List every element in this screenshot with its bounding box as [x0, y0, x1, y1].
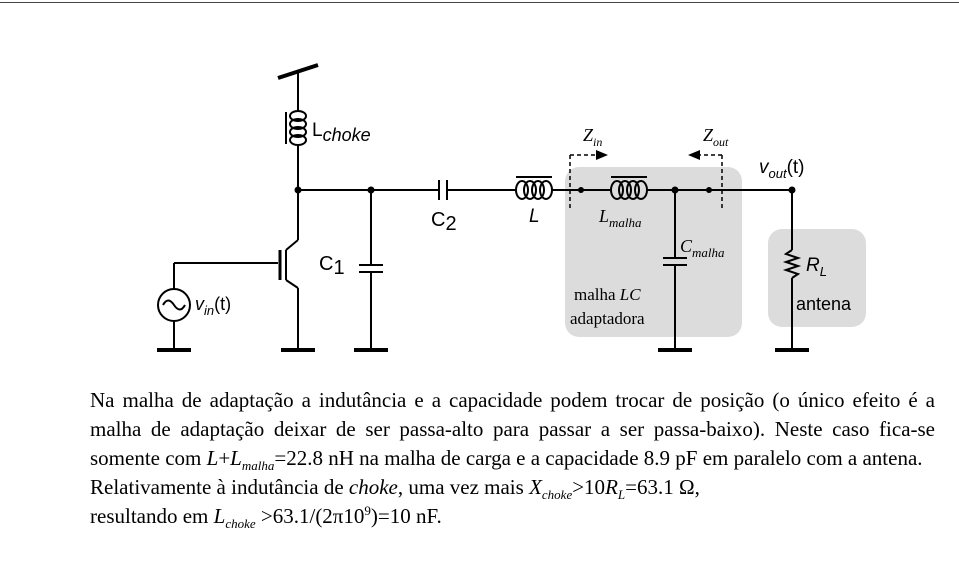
- vin-label: $v_{in}(t)$: [195, 294, 232, 318]
- antena-label: antena: [796, 294, 852, 314]
- malha-lc-label: malha LC: [574, 285, 641, 304]
- zout-label: $Z_{out}$: [703, 125, 729, 149]
- l-label: L: [529, 206, 540, 227]
- paragraph-2: Relativamente à indutância de choke, uma vez mais $X_{choke}>10R_L=63.1$ Ω,: [90, 475, 700, 503]
- zout-arrow: [688, 150, 700, 160]
- paragraph-3: resultando em $L_{choke} >63.1/(2\pi 10^9)=10$ nF.: [90, 503, 442, 532]
- zin-label: $Z_{in}$: [583, 125, 603, 149]
- choke-label: Lchoke: [312, 120, 371, 145]
- zin-arrow: [596, 150, 608, 160]
- l-inductor-symbol: [516, 177, 552, 199]
- vout-label: $v_{out}(t)$: [759, 157, 805, 181]
- explanation-text: [90, 386, 935, 531]
- lmalha-label: $L_{malha}$: [599, 206, 642, 230]
- c1-label: C1: [319, 253, 345, 279]
- adaptadora-label: adaptadora: [570, 309, 645, 328]
- choke-inductor-symbol: [286, 111, 306, 145]
- rl-label: $R_L$: [806, 255, 827, 279]
- cmalha-label: $C_{malha}$: [680, 236, 725, 260]
- paragraph-1: Na malha de adaptação a indutância e a capacidade podem trocar de posição (o único efeito é a malha de adaptação deixar de ser passa-alto para passar a ser passa-baixo). Neste caso fica-se somente com $L+L_{malha}=22.8$ nH na malha de carga e a capacidade 8.9 pF em paralelo com a antena.: [90, 388, 935, 474]
- c2-label: C2: [431, 209, 457, 235]
